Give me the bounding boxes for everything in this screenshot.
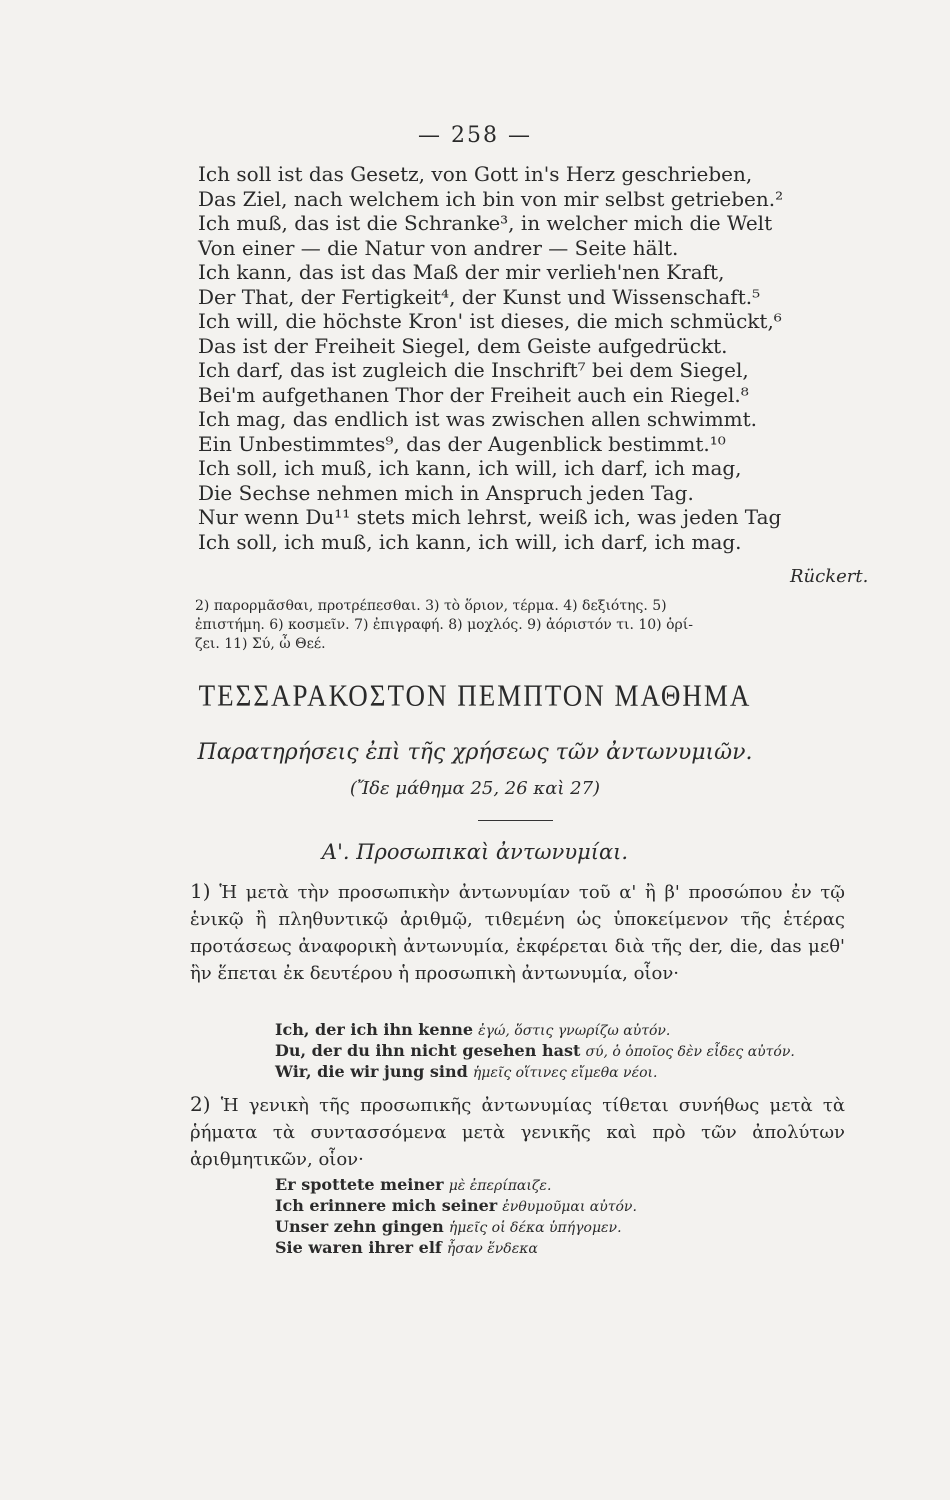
example-line (275, 1238, 835, 1259)
examples-list (275, 1020, 835, 1083)
poem-line: Ich soll, ich muß, ich kann, ich will, ich darf, ich mag. (198, 529, 742, 554)
example-german: Ich erinnere mich seiner (275, 1196, 498, 1215)
example-german: Unser zehn gingen (275, 1217, 444, 1236)
page-number: — 258 — (418, 123, 532, 148)
lesson-title: ΤΕΣΣΑΡΑΚΟΣΤΟΝ ΠΕΜΠΤΟΝ ΜΑΘΗΜΑ (198, 677, 752, 713)
paragraph-2 (190, 1091, 845, 1173)
footnotes (195, 597, 845, 654)
poem (198, 162, 838, 554)
example-german: Sie waren ihrer elf (275, 1238, 442, 1257)
example-greek: ἡμεῖς οἵτινες εἴμεθα νέοι. (472, 1065, 658, 1081)
paragraph-1 (190, 878, 845, 987)
footnote-line: ἐπιστήμη. 6) κοσμεῖν. 7) ἐπιγραφή. 8) μοχλός. 9) ἀόριστόν τι. 10) ὁρί- (195, 617, 693, 633)
poem-line: Ich kann, das ist das Maß der mir verlieh'nen Kraft, (198, 260, 725, 284)
poem-line: Ich soll ist das Gesetz, von Gott in's Herz geschrieben, (198, 162, 753, 186)
poem-line: Von einer — die Natur von andrer — Seite hält. (198, 235, 679, 260)
lesson-reference: (Ἴδε μάθημα 25, 26 καὶ 27) (349, 778, 601, 799)
poem-line: Das ist der Freiheit Siegel, dem Geiste aufgedrückt. (198, 333, 728, 358)
example-greek: ἐνθυμοῦμαι αὐτόν. (502, 1199, 637, 1215)
poem-line: Das Ziel, nach welchem ich bin von mir selbst getrieben.² (198, 186, 784, 211)
examples-list (275, 1175, 835, 1259)
poem-line: Bei'm aufgethanen Thor der Freiheit auch ein Riegel.⁸ (198, 382, 749, 407)
section-title: Α'. Προσωπικαὶ ἀντωνυμίαι. (321, 840, 629, 864)
poem-line: Ich muß, das ist die Schranke³, in welcher mich die Welt (198, 211, 773, 235)
footnote-line: 2) παρορμᾶσθαι, προτρέπεσθαι. 3) τὸ ὅριον, τέρμα. 4) δεξιότης. 5) (195, 598, 667, 614)
lesson-subtitle: Παρατηρήσεις ἐπὶ τῆς χρήσεως τῶν ἀντωνυμιῶν. (197, 740, 753, 765)
poem-line: Ich darf, das ist zugleich die Inschrift⁷ bei dem Siegel, (198, 358, 749, 382)
example-greek: ἐγώ, ὅστις γνωρίζω αὐτόν. (478, 1023, 671, 1039)
example-line (275, 1041, 835, 1062)
poem-line: Nur wenn Du¹¹ stets mich lehrst, weiß ich, was jeden Tag (198, 505, 782, 529)
paragraph-number: 1) (190, 879, 211, 903)
paragraph-text: Ἡ γενικὴ τῆς προσωπικῆς ἀντωνυμίας τίθεται συνήθως μετὰ τὰ ῥήματα τὰ συντασσόμενα μετὰ γενικῆς καὶ πρὸ τῶν ἀπολύτων ἀριθμητικῶν, οἷον· (190, 1095, 845, 1170)
example-line (275, 1175, 835, 1196)
example-german: Ich, der ich ihn kenne (275, 1020, 474, 1039)
example-german: Du, der du ihn nicht gesehen hast (275, 1041, 581, 1060)
poem-line: Ich mag, das endlich ist was zwischen allen schwimmt. (198, 407, 758, 431)
divider (478, 820, 553, 821)
footnote-line: ζει. 11) Σύ, ὦ Θεέ. (195, 636, 326, 652)
poem-author: Rückert. (790, 566, 869, 587)
example-line (275, 1196, 835, 1217)
poem-line: Die Sechse nehmen mich in Anspruch jeden Tag. (198, 480, 694, 505)
paragraph-text: Ἡ μετὰ τὴν προσωπικὴν ἀντωνυμίαν τοῦ α' ἢ β' προσώπου ἐν τῷ ἑνικῷ ἢ πληθυντικῷ ἀριθμῷ, τιθεμένη ὡς ὑποκείμενον τῆς ἑτέρας προτάσεως ἀναφορικὴ ἀντωνυμία, ἐκφέρεται διὰ τῆς der, die, das μεθ' ἣν ἕπεται ἐκ δευτέρου ἡ προσωπικὴ ἀντωνυμία, οἷον· (190, 882, 845, 984)
example-line (275, 1217, 835, 1238)
poem-line: Ein Unbestimmtes⁹, das der Augenblick bestimmt.¹⁰ (198, 431, 726, 456)
example-greek: ἦσαν ἕνδεκα (446, 1241, 538, 1257)
example-line (275, 1020, 835, 1041)
example-greek: μὲ ἐπερίπαιζε. (448, 1178, 552, 1194)
example-line (275, 1062, 835, 1083)
example-greek: σύ, ὁ ὁποῖος δὲν εἶδες αὐτόν. (585, 1044, 795, 1060)
example-greek: ἡμεῖς οἱ δέκα ὑπήγομεν. (448, 1220, 622, 1236)
poem-line: Ich soll, ich muß, ich kann, ich will, ich darf, ich mag, (198, 456, 742, 480)
poem-line: Der That, der Fertigkeit⁴, der Kunst und Wissenschaft.⁵ (198, 284, 761, 309)
paragraph-number: 2) (190, 1092, 211, 1116)
example-german: Er spottete meiner (275, 1175, 444, 1194)
poem-line: Ich will, die höchste Kron' ist dieses, die mich schmückt,⁶ (198, 309, 782, 333)
example-german: Wir, die wir jung sind (275, 1062, 468, 1081)
